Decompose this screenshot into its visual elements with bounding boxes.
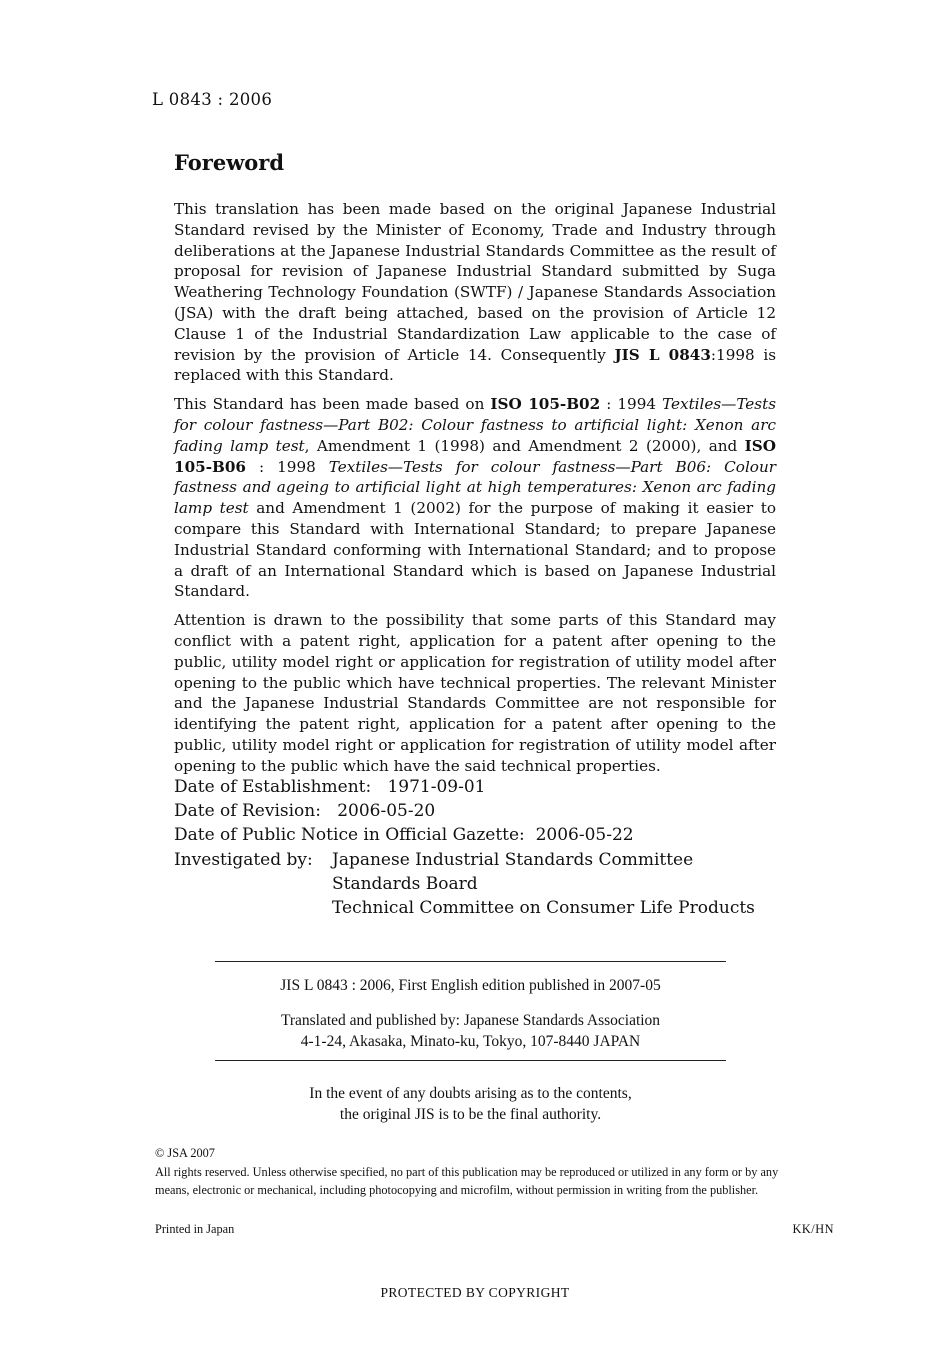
investigated-row	[174, 848, 755, 872]
notice-row	[174, 823, 755, 847]
publication-block	[215, 961, 726, 1061]
printed-in: Printed in Japan	[155, 1222, 235, 1236]
legal-notice	[155, 1144, 795, 1199]
foreword-paragraph-3: Attention is drawn to the possibility that some parts of this Standard may conflict with a patent right, application for a patent after opening to the public, utility model right or application for registration of utility model after opening to the public which have technical properties. The relevant Minister and the Japanese Industrial Standards Committee are not responsible for identifying the patent right, application for a patent after opening to the public, utility model right or application for registration of utility model after opening to the public which have the said technical properties.	[174, 611, 776, 775]
translated-line-1: Translated and published by: Japanese Standards Association	[280, 1012, 661, 1029]
p2-text2: : 1994	[600, 395, 663, 414]
investigated-label: Investigated by:	[174, 849, 313, 870]
establishment-value: 1971-09-01	[387, 777, 486, 797]
authority-line-2: the original JIS is to be the final authority.	[339, 1106, 602, 1123]
notice-label: Date of Public Notice in Official Gazette:	[174, 825, 525, 846]
publisher-address: 4-1-24, Akasaka, Minato-ku, Tokyo, 107-8440 JAPAN	[300, 1033, 641, 1050]
rights-statement: All rights reserved. Unless otherwise specified, no part of this publication may be reproduced or utilized in any form or by any means, electronic or mechanical, including photocopying and microfilm, without permission in writing from the publisher.	[155, 1165, 779, 1197]
p2-iso-ref-1: ISO 105-B02	[490, 395, 601, 414]
p2-text4: : 1998	[245, 457, 329, 476]
translated-by	[215, 1010, 726, 1052]
divider-bottom	[215, 1060, 726, 1061]
p1-text2: :1998 is replaced with this Standard.	[174, 345, 777, 385]
notice-value: 2006-05-22	[535, 825, 634, 846]
dates-block	[174, 775, 755, 920]
foreword-paragraph-2	[174, 394, 776, 602]
revision-row	[174, 799, 755, 823]
foreword-paragraph-1	[174, 199, 776, 386]
revision-value: 2006-05-20	[337, 801, 436, 822]
authority-line-1: In the event of any doubts arising as to the contents,	[309, 1085, 632, 1102]
investigated-row-2	[174, 872, 755, 896]
p2-text1: This Standard has been made based on	[174, 395, 491, 414]
investigated-line-2: Standards Board	[332, 873, 478, 894]
copyright-line: © JSA 2007	[155, 1146, 215, 1160]
p2-iso-ref-2: ISO 105-B06	[174, 436, 776, 476]
p1-text1: This translation has been made based on the original Japanese Industrial Standard revised by the Minister of Economy, Trade and Industry through deliberations at the Japanese Industrial Standards Committee as the result of proposal for revision of Japanese Industrial Standard submitted by Suga Weathering Technology Foundation (SWTF) / Japanese Standards Association (JSA) with the draft being attached, based on the provision of Article 12 Clause 1 of the Industrial Standardization Law applicable to the case of revision by the provision of Article 14. Consequently	[174, 200, 776, 364]
divider-top	[215, 961, 726, 962]
establishment-row	[174, 775, 755, 799]
printer-code: KK/HN	[792, 1222, 834, 1236]
document-id: L 0843 : 2006	[152, 90, 273, 109]
p1-standard-ref: JIS L 0843	[614, 345, 711, 364]
page-title: Foreword	[174, 150, 285, 175]
foreword-body	[174, 199, 776, 785]
p2-iso-title-1: Textiles—Tests for colour fastness—Part B02: Colour fastness to artificial light: Xenon arc fading lamp test	[174, 395, 776, 455]
p2-text5: and Amendment 1 (2002) for the purpose of making it easier to compare this Standard with International Standard; to prepare Japanese Industrial Standard conforming with International Standard; and to propose a draft of an International Standard which is based on Japanese Industrial Standard.	[174, 499, 776, 601]
authority-notice	[215, 1083, 726, 1125]
p2-text3: , Amendment 1 (1998) and Amendment 2 (2000), and	[304, 436, 745, 455]
investigated-line-1: Japanese Industrial Standards Committee	[332, 849, 694, 870]
establishment-label: Date of Establishment:	[174, 777, 372, 797]
edition-line: JIS L 0843 : 2006, First English edition published in 2007-05	[280, 977, 661, 994]
p2-iso-title-2: Textiles—Tests for colour fastness—Part B06: Colour fastness and ageing to artificial light at high temperatures: Xenon arc fading lamp test	[174, 457, 776, 518]
revision-label: Date of Revision:	[174, 801, 321, 822]
copyright-footer: PROTECTED BY COPYRIGHT	[380, 1285, 570, 1300]
investigated-line-3: Technical Committee on Consumer Life Products	[332, 898, 755, 919]
investigated-row-3	[174, 896, 755, 920]
